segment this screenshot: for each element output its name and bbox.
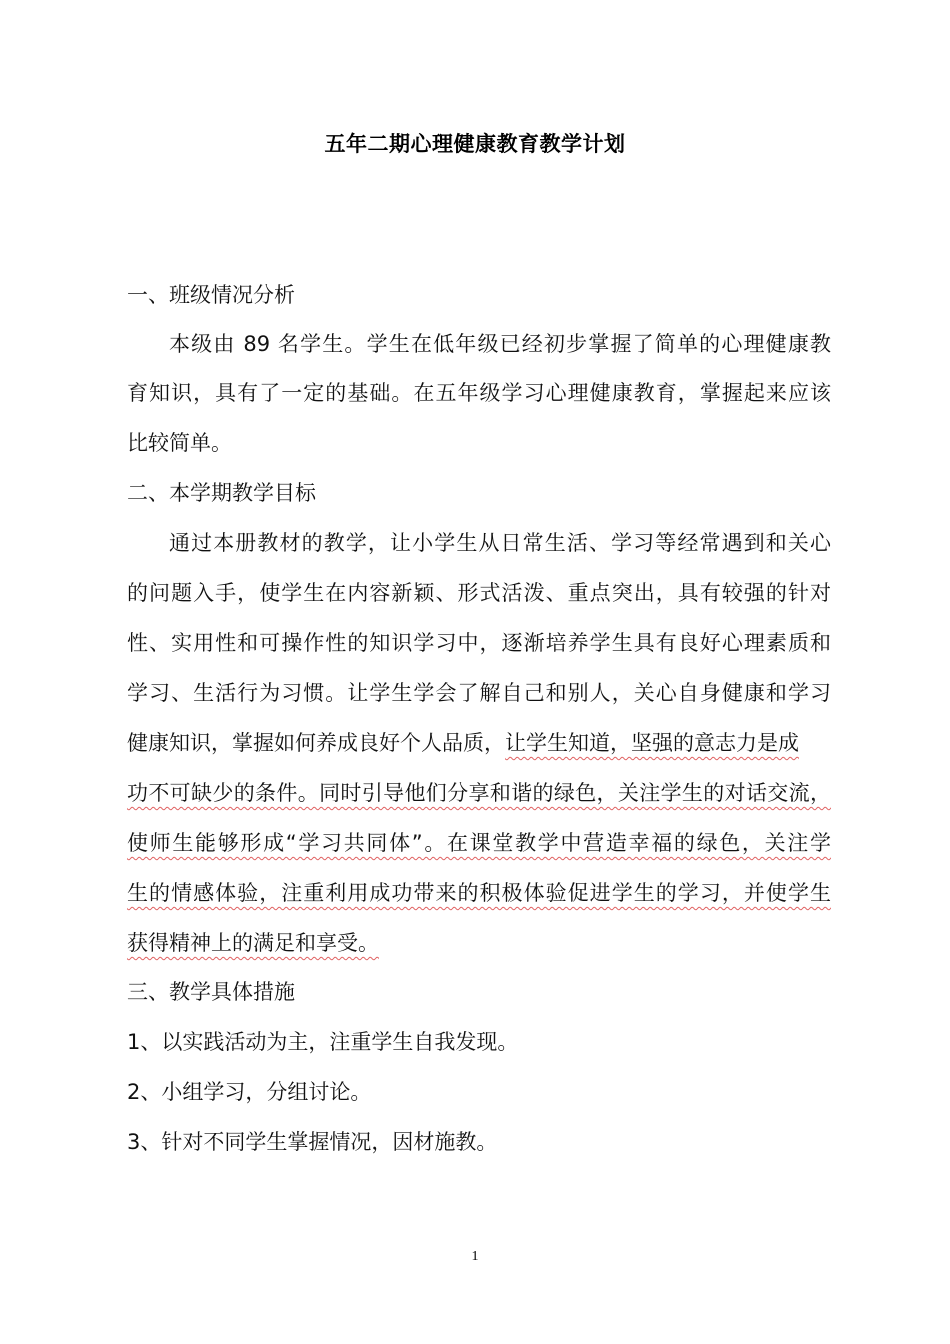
paragraph-line: 育知识，具有了一定的基础。在五年级学习心理健康教育，掌握起来应该: [127, 381, 831, 405]
spellcheck-marked-text: 生的情感体验，注重利用成功带来的积极体验促进学生的学习，并使学生: [127, 881, 831, 905]
spellcheck-marked-line: [127, 928, 379, 958]
section-heading-class-analysis: 一、班级情况分析: [127, 283, 295, 307]
spellcheck-marked-text: 获得精神上的满足和享受。: [127, 931, 379, 955]
page-number: 1: [471, 1249, 479, 1264]
document-title: 五年二期心理健康教育教学计划: [324, 132, 626, 156]
list-item: 2、小组学习，分组讨论。: [127, 1080, 372, 1104]
spellcheck-marked-text: 功不可缺少的条件。同时引导他们分享和谐的绿色，关注学生的对话交流，: [127, 781, 831, 805]
section-heading-teaching-measures: 三、教学具体措施: [127, 980, 295, 1004]
spellcheck-marked-line: [127, 828, 831, 858]
paragraph-line: 性、实用性和可操作性的知识学习中，逐渐培养学生具有良好心理素质和: [127, 631, 831, 655]
spellcheck-marked-text: 让学生知道，坚强的意志力是成: [505, 731, 799, 755]
spellcheck-marked-text: 使师生能够形成“学习共同体”。在课堂教学中营造幸福的绿色，关注学: [127, 831, 831, 855]
paragraph-line: 比较简单。: [127, 431, 232, 455]
paragraph-line: 学习、生活行为习惯。让学生学会了解自己和别人，关心自身健康和学习: [127, 681, 831, 705]
paragraph-line: 的问题入手，使学生在内容新颖、形式活泼、重点突出，具有较强的针对: [127, 581, 831, 605]
spellcheck-marked-line: [127, 778, 831, 808]
paragraph-text: 健康知识，掌握如何养成良好个人品质，: [127, 731, 505, 755]
paragraph-line: 通过本册教材的教学，让小学生从日常生活、学习等经常遇到和关心: [169, 531, 831, 555]
list-item: 1、以实践活动为主，注重学生自我发现。: [127, 1030, 519, 1054]
spellcheck-marked-line: [127, 878, 831, 908]
section-heading-teaching-goals: 二、本学期教学目标: [127, 481, 316, 505]
paragraph-line-mixed: [127, 728, 831, 758]
list-item: 3、针对不同学生掌握情况，因材施教。: [127, 1130, 498, 1154]
paragraph-line: 本级由 89 名学生。学生在低年级已经初步掌握了简单的心理健康教: [169, 332, 831, 356]
